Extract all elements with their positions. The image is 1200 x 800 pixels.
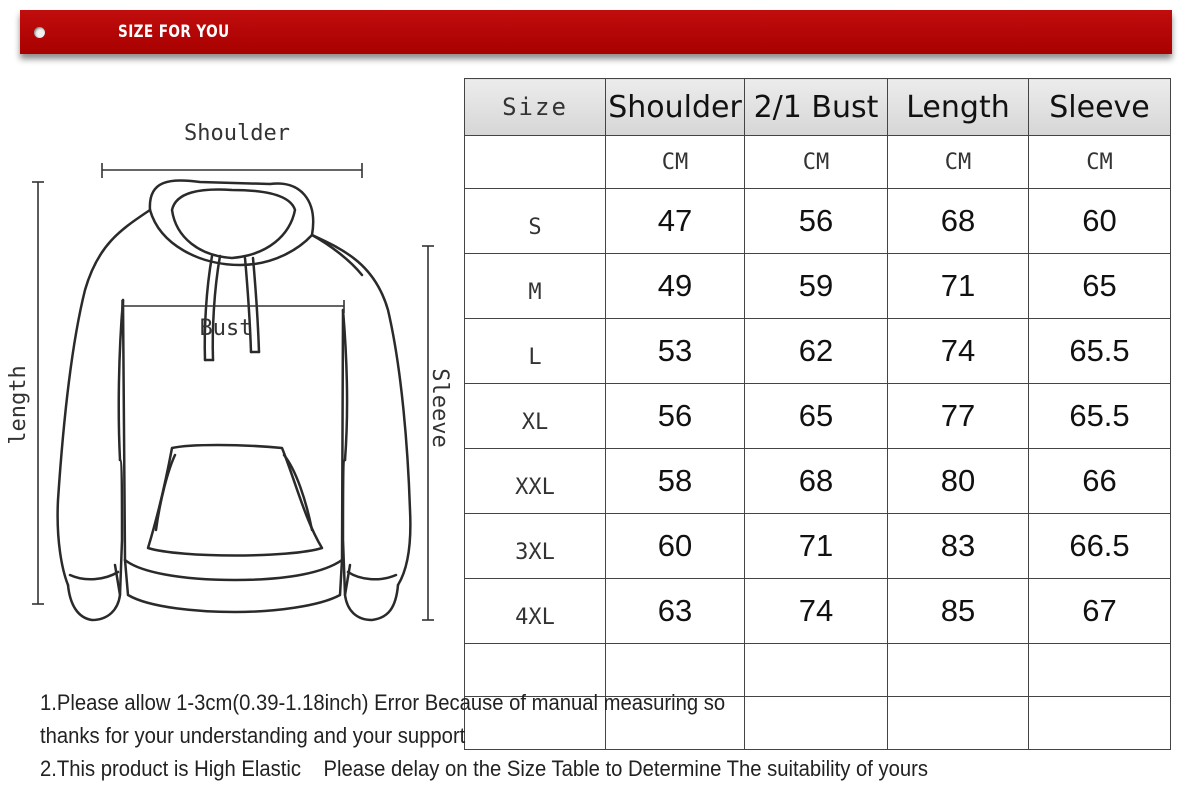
table-header-row — [465, 79, 1171, 136]
length-cell: 80 — [888, 449, 1029, 514]
note-line-1: 1.Please allow 1-3cm(0.39-1.18inch) Error Because of manual measuring so — [40, 690, 726, 715]
note-line-2: thanks for your understanding and your support — [40, 723, 466, 748]
size-cell: XXL — [465, 449, 606, 514]
empty-cell — [1029, 644, 1171, 697]
size-cell: 3XL — [465, 514, 606, 579]
header-bust: 2/1 Bust — [745, 79, 888, 136]
size-cell: S — [465, 189, 606, 254]
size-cell: M — [465, 254, 606, 319]
sleeve-cell: 65.5 — [1029, 384, 1171, 449]
shoulder-cell: 47 — [606, 189, 745, 254]
unit-row — [465, 136, 1171, 189]
size-notes — [40, 686, 960, 785]
empty-cell — [1029, 697, 1171, 750]
bust-cell: 71 — [745, 514, 888, 579]
unit-cell: CM — [1029, 136, 1171, 189]
header-shoulder: Shoulder — [606, 79, 745, 136]
bust-cell: 68 — [745, 449, 888, 514]
bust-cell: 65 — [745, 384, 888, 449]
sleeve-cell: 60 — [1029, 189, 1171, 254]
size-chart-table — [464, 78, 1171, 750]
table-row — [465, 319, 1171, 384]
shoulder-cell: 58 — [606, 449, 745, 514]
table-row — [465, 189, 1171, 254]
table-row — [465, 254, 1171, 319]
banner-title: SIZE FOR YOU — [118, 22, 230, 42]
table-row — [465, 514, 1171, 579]
sleeve-cell: 66 — [1029, 449, 1171, 514]
shoulder-cell: 60 — [606, 514, 745, 579]
length-cell: 83 — [888, 514, 1029, 579]
tag-hole-icon — [34, 27, 45, 38]
header-banner — [20, 10, 1172, 54]
bust-cell: 62 — [745, 319, 888, 384]
header-length: Length — [888, 79, 1029, 136]
size-cell: XL — [465, 384, 606, 449]
sleeve-cell: 65.5 — [1029, 319, 1171, 384]
length-label: length — [6, 365, 31, 445]
length-cell: 74 — [888, 319, 1029, 384]
shoulder-label: Shoulder — [184, 121, 290, 146]
unit-cell: CM — [606, 136, 745, 189]
bust-label: Bust — [199, 316, 253, 341]
note-line-3: 2.This product is High Elastic Please delay on the Size Table to Determine The suitability of yours — [40, 756, 929, 781]
length-cell: 71 — [888, 254, 1029, 319]
unit-cell: CM — [888, 136, 1029, 189]
unit-cell: CM — [745, 136, 888, 189]
bust-cell: 56 — [745, 189, 888, 254]
size-cell: 4XL — [465, 579, 606, 644]
sleeve-cell: 65 — [1029, 254, 1171, 319]
unit-cell — [465, 136, 606, 189]
length-cell: 68 — [888, 189, 1029, 254]
shoulder-cell: 63 — [606, 579, 745, 644]
sleeve-cell: 67 — [1029, 579, 1171, 644]
header-size: Size — [465, 79, 606, 136]
hoodie-diagram — [0, 60, 460, 660]
bust-cell: 74 — [745, 579, 888, 644]
shoulder-cell: 56 — [606, 384, 745, 449]
shoulder-cell: 53 — [606, 319, 745, 384]
hood-outline-icon — [150, 180, 362, 275]
table-row — [465, 449, 1171, 514]
table-row — [465, 384, 1171, 449]
length-cell: 77 — [888, 384, 1029, 449]
shoulder-cell: 49 — [606, 254, 745, 319]
bust-cell: 59 — [745, 254, 888, 319]
sleeve-cell: 66.5 — [1029, 514, 1171, 579]
length-cell: 85 — [888, 579, 1029, 644]
size-cell: L — [465, 319, 606, 384]
header-sleeve: Sleeve — [1029, 79, 1171, 136]
table-row — [465, 579, 1171, 644]
sleeve-label: Sleeve — [427, 368, 452, 448]
